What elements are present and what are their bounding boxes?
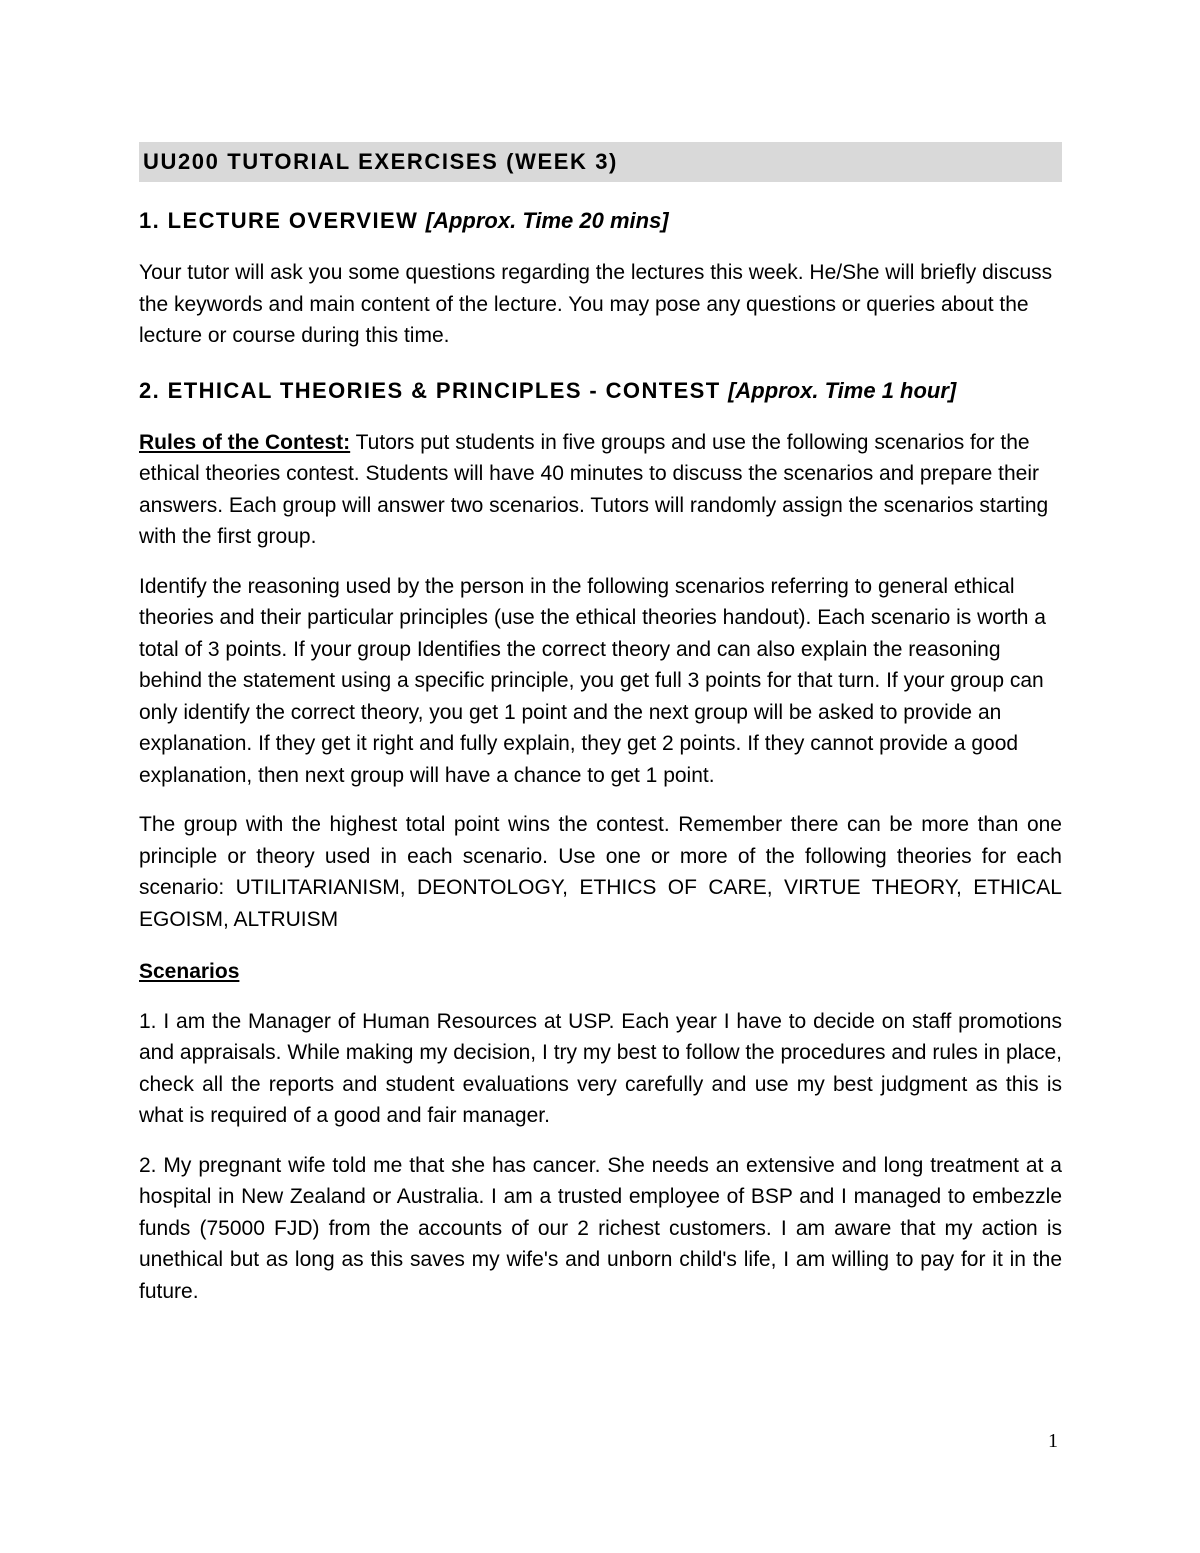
scenario-item-1: 1. I am the Manager of Human Resources at USP. Each year I have to decide on staff promotions and appraisals. While making my decision, I try my best to follow the procedures and rules in place, check all the reports and student evaluations very carefully and use my best judgment as this is what is required of a good and fair manager.	[139, 1009, 1062, 1127]
document-title-bar	[139, 142, 1062, 182]
section-1-heading-text: 1. LECTURE OVERVIEW	[139, 208, 419, 233]
section-2-time-note: [Approx. Time 1 hour]	[728, 377, 957, 403]
section-1-body: Your tutor will ask you some questions regarding the lectures this week. He/She will briefly discuss the keywords and main content of the lecture. You may pose any questions or queries about the lecture or course during this time.	[139, 261, 1053, 347]
document-title: UU200 TUTORIAL EXERCISES (WEEK 3)	[143, 149, 618, 174]
rules-label: Rules of the Contest:	[139, 430, 351, 454]
scenarios-heading: Scenarios	[139, 960, 240, 983]
section-2-heading-text: 2. ETHICAL THEORIES & PRINCIPLES - CONTEST	[139, 377, 721, 403]
section-1-time-note: [Approx. Time 20 mins]	[425, 208, 669, 233]
scenario-item-2: 2. My pregnant wife told me that she has cancer. She needs an extensive and long treatment at a hospital in New Zealand or Australia. I am a trusted employee of BSP and I managed to embezzle funds (75000 FJD) from the accounts of our 2 richest customers. I am aware that my action is unethical but as long as this saves my wife's and unborn child's life, I am willing to pay for it in the future.	[139, 1153, 1062, 1303]
rules-text: Tutors put students in five groups and use the following scenarios for the ethical theories contest. Students will have 40 minutes to discuss the scenarios and prepare their answers. Each group will answer two scenarios. Tutors will randomly assign the scenarios starting with the first group.	[139, 430, 1049, 548]
document-page	[139, 142, 1062, 1307]
section-1-heading	[139, 206, 1062, 236]
section-2-heading	[139, 376, 1062, 406]
rules-paragraph	[139, 427, 1062, 553]
scoring-paragraph: Identify the reasoning used by the person in the following scenarios referring to general ethical theories and their particular principles (use the ethical theories handout). Each scenario is worth a total of 3 points. If your group Identifies the correct theory and can also explain the reasoning behind the statement using a specific principle, you get full 3 points for that turn. If your group can only identify the correct theory, you get 1 point and the next group will be asked to provide an explanation. If they get it right and fully explain, they get 2 points. If they cannot provide a good explanation, then next group will have a chance to get 1 point.	[139, 574, 1046, 787]
page-number: 1	[1048, 1430, 1058, 1452]
theories-paragraph: The group with the highest total point wins the contest. Remember there can be more than one principle or theory used in each scenario. Use one or more of the following theories for each scenario: UTILITARIANISM, DEONTOLOGY, ETHICS OF CARE, VIRTUE THEORY, ETHICAL EGOISM, ALTRUISM	[139, 813, 1062, 931]
